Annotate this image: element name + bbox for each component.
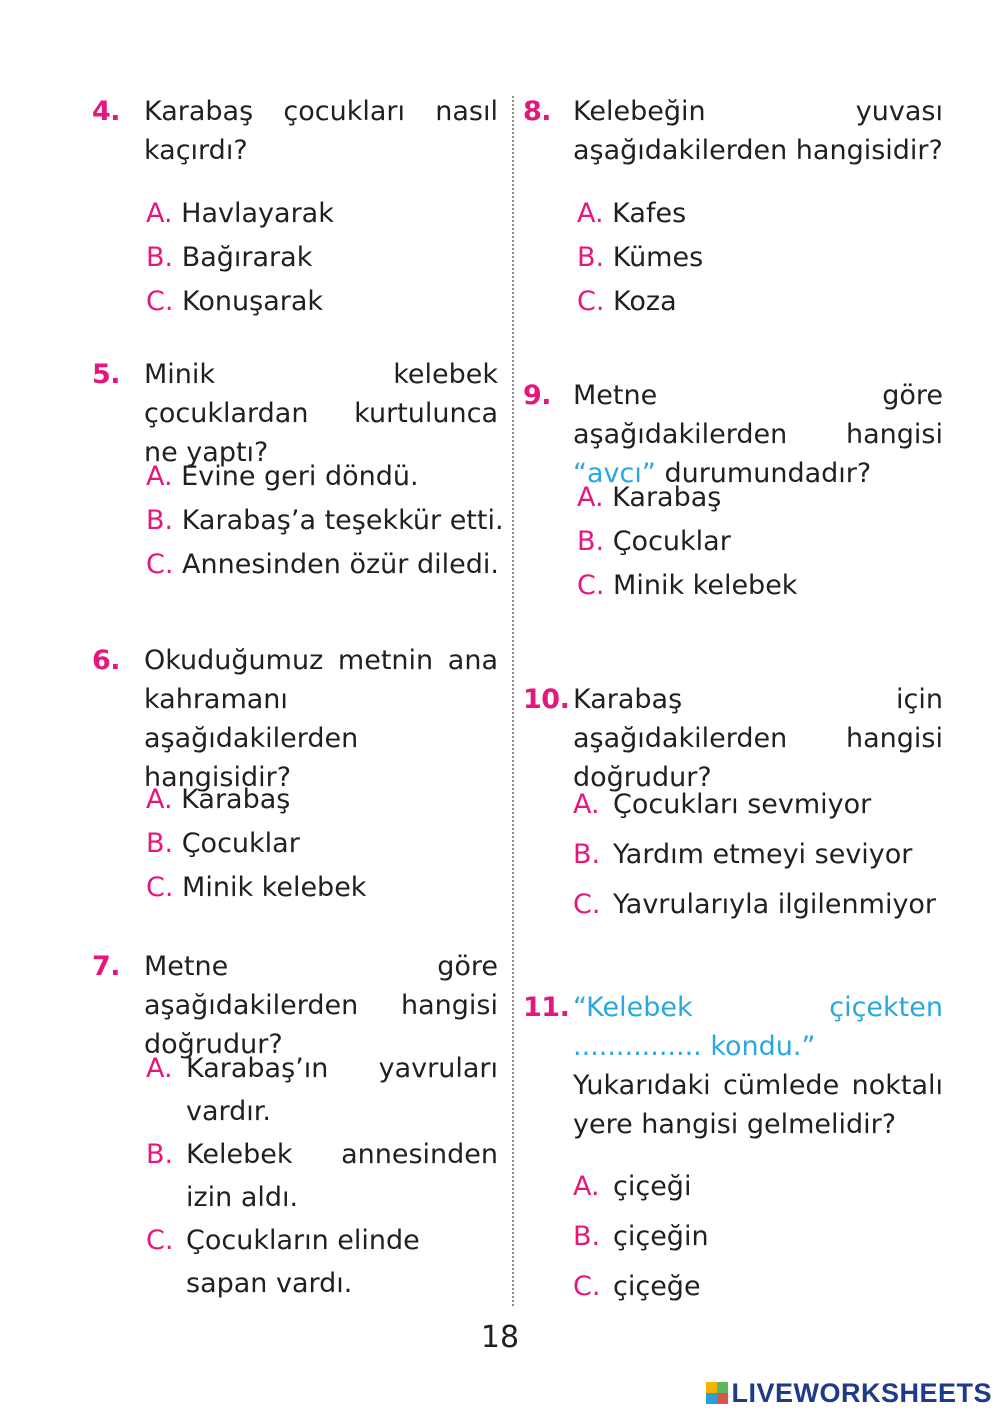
option-c[interactable] [146, 543, 498, 587]
options-9 [577, 476, 937, 608]
option-text: Bağırarak [181, 242, 313, 273]
option-text: Minik kelebek [613, 570, 798, 601]
options-5 [146, 455, 504, 587]
option-a[interactable] [577, 192, 937, 236]
logo-grid-icon [706, 1382, 728, 1404]
option-text: Karabaş [181, 784, 291, 815]
page-number: 18 [480, 1320, 520, 1355]
option-text: Havlayarak [181, 198, 334, 229]
option-letter: A. [573, 1171, 600, 1202]
question-11 [523, 988, 943, 1144]
option-c[interactable] [577, 280, 937, 324]
option-b[interactable] [573, 830, 943, 880]
option-letter: C. [573, 1271, 601, 1302]
option-b[interactable] [146, 1133, 498, 1219]
option-letter: A. [146, 198, 173, 229]
options-8 [577, 192, 937, 324]
liveworksheets-logo [706, 1377, 992, 1409]
option-text: Çocukları sevmiyor [613, 789, 872, 820]
question-number: 7. [92, 951, 121, 982]
option-text: Kelebek annesinden izin aldı. [186, 1139, 498, 1213]
question-4 [92, 92, 498, 170]
option-a[interactable] [146, 778, 498, 822]
option-letter: C. [146, 286, 174, 317]
question-number: 6. [92, 645, 121, 676]
question-number: 9. [523, 380, 552, 411]
option-c[interactable] [146, 1219, 498, 1305]
option-a[interactable] [146, 1047, 498, 1133]
option-b[interactable] [573, 1212, 943, 1262]
option-b[interactable] [146, 822, 498, 866]
option-c[interactable] [146, 280, 498, 324]
option-letter: C. [146, 872, 174, 903]
option-letter: B. [146, 1139, 174, 1170]
option-a[interactable] [146, 192, 498, 236]
option-letter: A. [146, 461, 173, 492]
option-letter: B. [146, 242, 174, 273]
question-6 [92, 641, 498, 797]
option-text: Minik kelebek [182, 872, 367, 903]
question-text: Karabaş çocukları nasıl kaçırdı? [144, 96, 498, 166]
option-letter: C. [146, 1225, 174, 1256]
question-number: 8. [523, 96, 552, 127]
options-11 [573, 1162, 943, 1312]
option-text: Karabaş’a teşekkür etti. [181, 505, 504, 536]
option-a[interactable] [577, 476, 937, 520]
option-b[interactable] [146, 499, 504, 543]
option-text: çiçeğe [613, 1271, 701, 1302]
question-text: Okuduğumuz metnin ana kahramanı aşağıdakilerden hangisidir? [144, 645, 498, 793]
option-letter: B. [577, 526, 605, 557]
option-letter: C. [577, 570, 605, 601]
options-4 [146, 192, 498, 324]
question-text: Minik kelebek çocuklardan kurtulunca ne yaptı? [144, 359, 498, 468]
question-number: 5. [92, 359, 121, 390]
quoted-sentence: “Kelebek çiçekten ............... kondu.” [573, 992, 943, 1062]
option-text: Çocuklar [181, 828, 300, 859]
option-a[interactable] [146, 455, 498, 499]
option-c[interactable] [573, 880, 943, 930]
option-text: Çocuklar [612, 526, 731, 557]
option-text: Evine geri döndü. [181, 461, 419, 492]
option-a[interactable] [573, 1162, 943, 1212]
option-letter: A. [146, 1053, 173, 1084]
option-b[interactable] [146, 236, 498, 280]
option-letter: B. [146, 505, 174, 536]
option-text: Koza [613, 286, 677, 317]
question-number: 4. [92, 96, 121, 127]
question-number: 10. [523, 684, 570, 715]
question-text: Yukarıdaki cümlede noktalı yere hangisi gelmelidir? [573, 1070, 943, 1140]
option-text: Yardım etmeyi seviyor [613, 839, 913, 870]
option-text: Karabaş [612, 482, 722, 513]
option-b[interactable] [577, 520, 937, 564]
question-number: 11. [523, 992, 570, 1023]
option-text: Annesinden özür diledi. [182, 549, 499, 580]
option-letter: A. [573, 789, 600, 820]
option-c[interactable] [573, 1262, 943, 1312]
option-letter: B. [146, 828, 174, 859]
option-letter: A. [146, 784, 173, 815]
question-8 [523, 92, 943, 170]
option-text: Konuşarak [182, 286, 324, 317]
question-text: Kelebeğin yuvası aşağıdakilerden hangisidir? [573, 96, 943, 166]
option-letter: B. [573, 1221, 601, 1252]
question-text: Metne göre aşağıdakilerden hangisi doğrudur? [144, 951, 498, 1060]
option-text: Çocukların elinde sapan vardı. [186, 1225, 420, 1299]
question-text-end: durumundadır? [664, 458, 872, 489]
option-text: çiçeği [613, 1171, 692, 1202]
options-10 [573, 780, 943, 930]
logo-text: LIVEWORKSHEETS [731, 1377, 992, 1408]
column-divider [512, 96, 514, 1306]
option-a[interactable] [573, 780, 943, 830]
options-6 [146, 778, 498, 910]
option-c[interactable] [577, 564, 937, 608]
option-letter: B. [577, 242, 605, 273]
option-letter: B. [573, 839, 601, 870]
option-letter: C. [573, 889, 601, 920]
question-text-start: Metne göre aşağıdakilerden hangisi [573, 380, 943, 450]
option-letter: A. [577, 482, 604, 513]
option-text: Kafes [612, 198, 687, 229]
options-7 [146, 1047, 498, 1305]
option-text: Kümes [612, 242, 704, 273]
option-b[interactable] [577, 236, 937, 280]
option-text: çiçeğin [613, 1221, 709, 1252]
question-text: Karabaş için aşağıdakilerden hangisi doğrudur? [573, 684, 943, 793]
option-letter: C. [577, 286, 605, 317]
option-text: Yavrularıyla ilgilenmiyor [613, 889, 937, 920]
option-text: Karabaş’ın yavruları vardır. [186, 1053, 498, 1127]
option-letter: C. [146, 549, 174, 580]
option-letter: A. [577, 198, 604, 229]
highlighted-word: “avcı” [573, 458, 656, 489]
option-c[interactable] [146, 866, 498, 910]
